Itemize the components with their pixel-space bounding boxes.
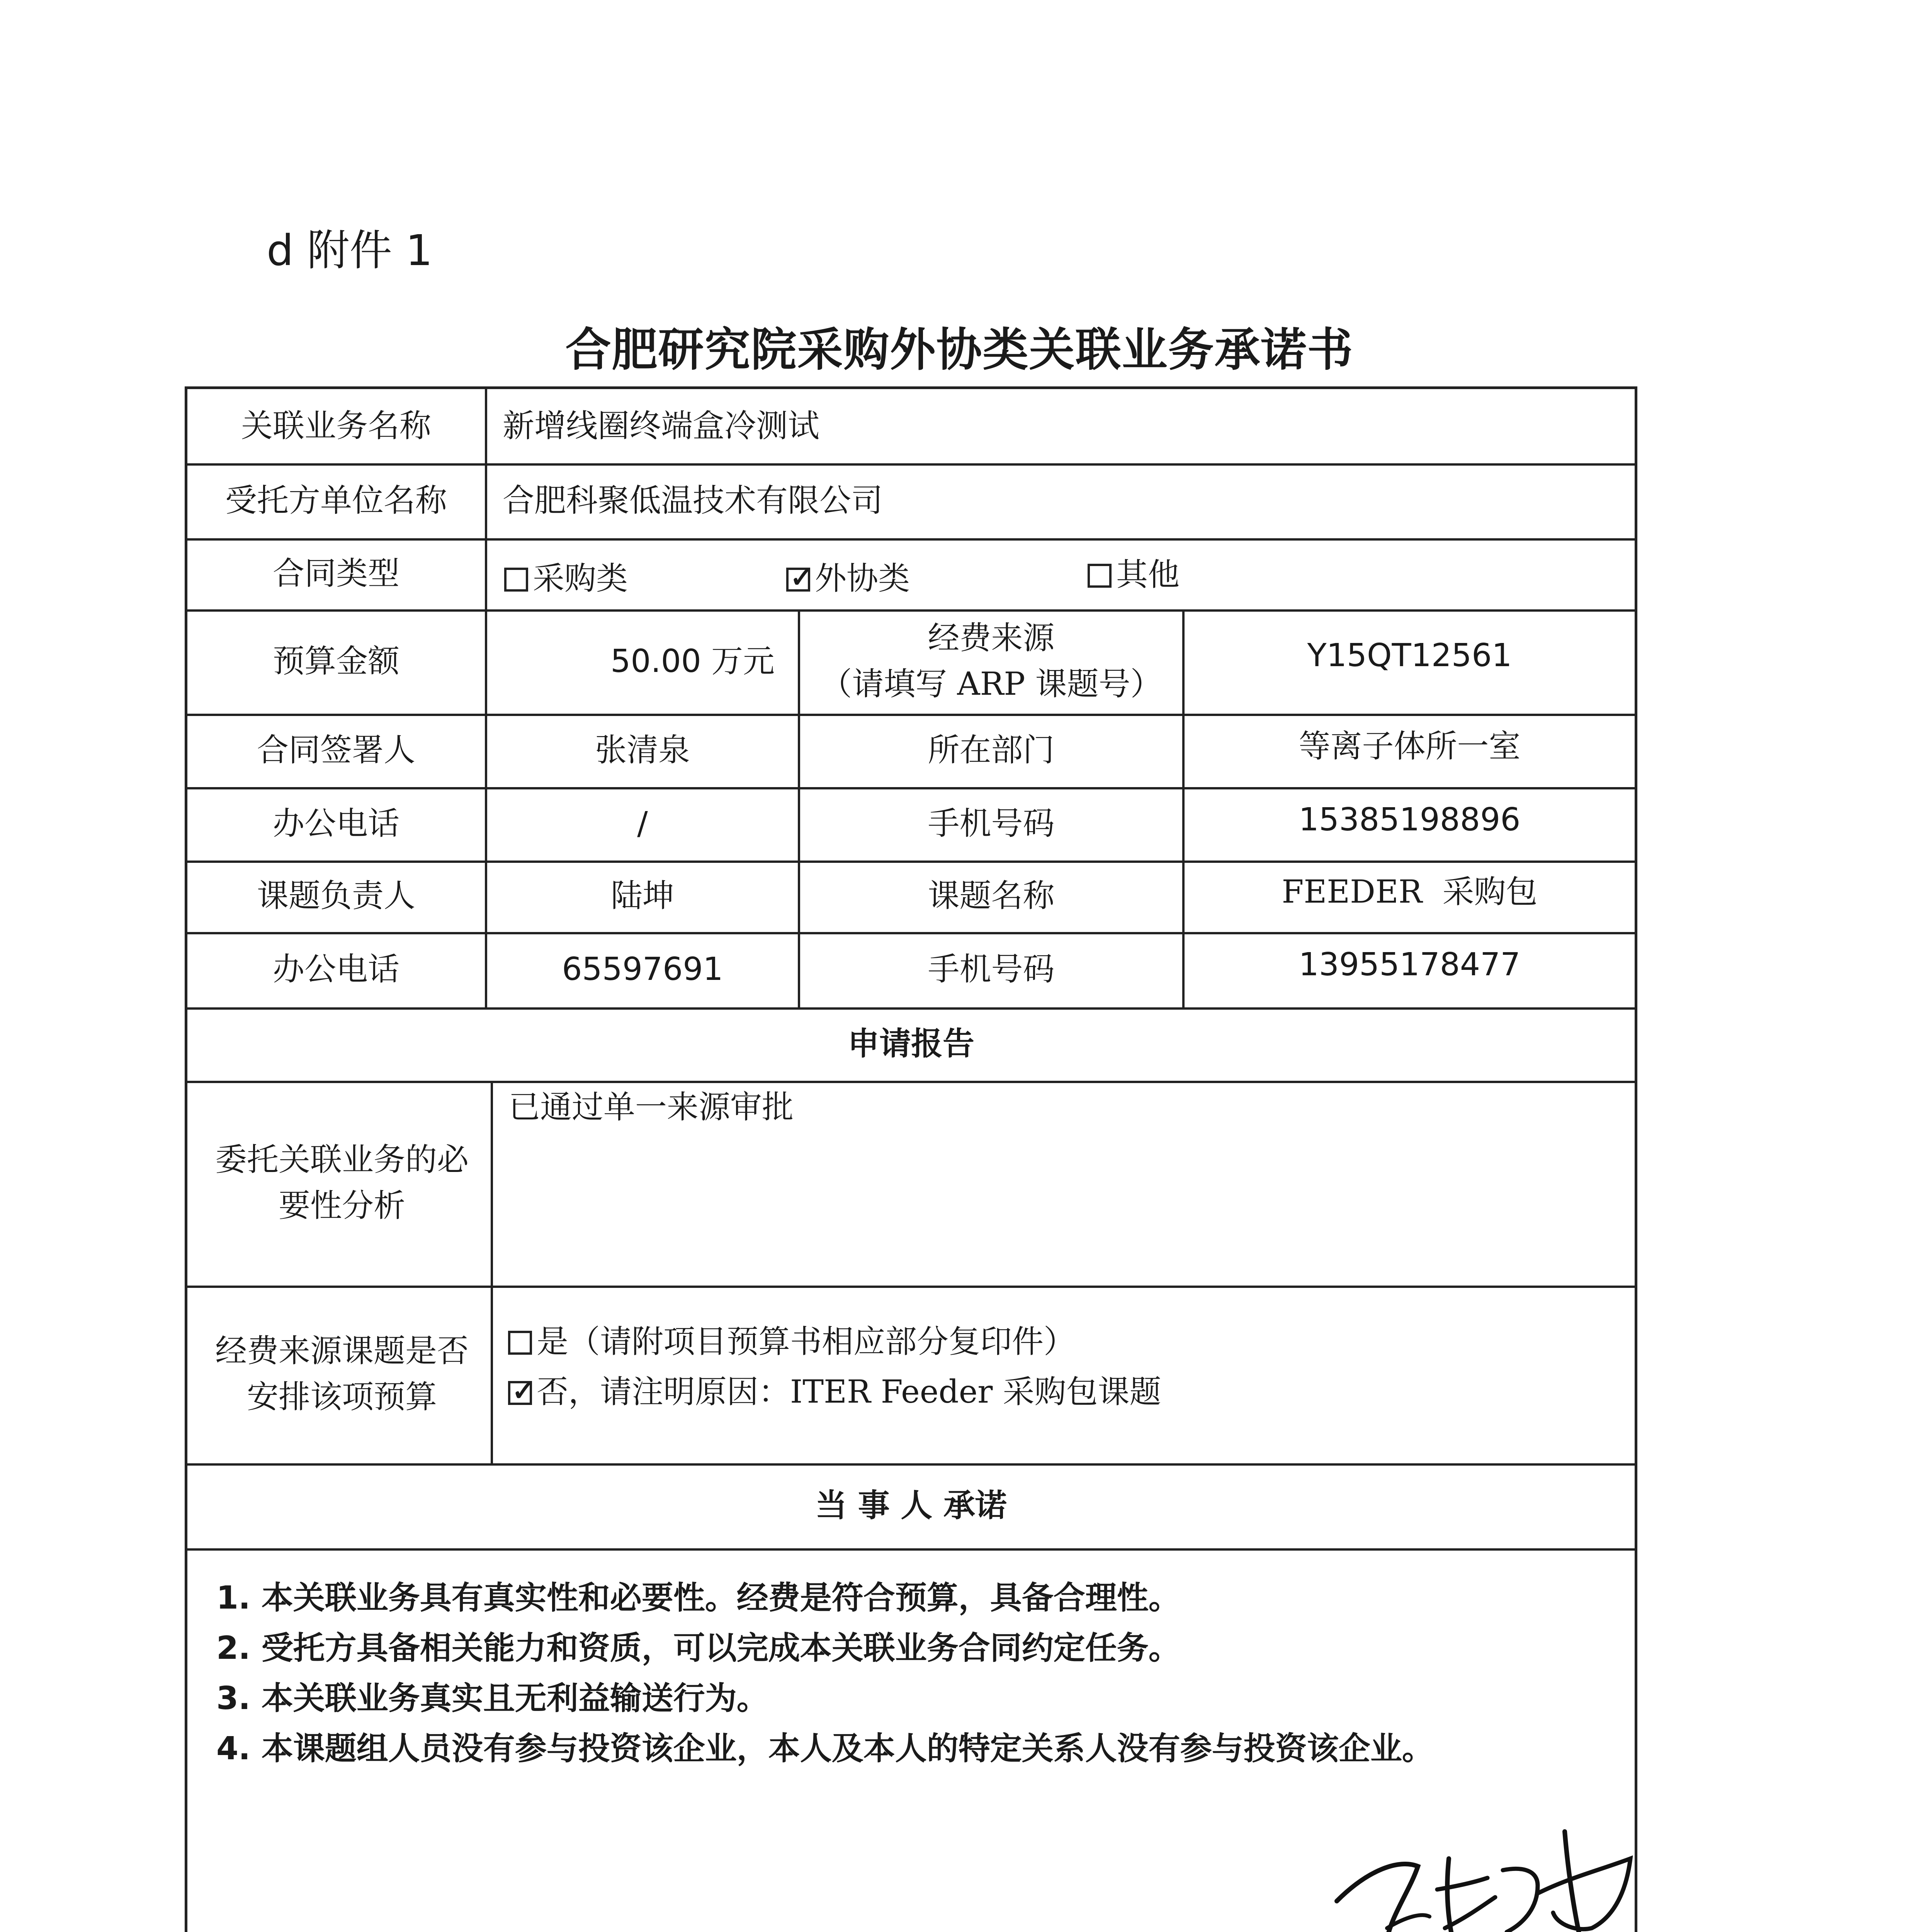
lead-mobile-value: 13955178477	[1299, 946, 1521, 983]
signer-mobile-value: 15385198896	[1299, 801, 1521, 838]
business-name-value: 新增线圈终端盒冷测试	[503, 407, 820, 444]
no-checkbox	[508, 1381, 532, 1405]
option-other: 其他	[1088, 549, 1180, 595]
fund-source-hint: （请填写 ARP 课题号）	[820, 666, 1162, 702]
project-lead-label: 课题负责人	[257, 878, 415, 915]
budget-question-label: 经费来源课题是否安排该项预算	[215, 1333, 469, 1415]
project-name-value: FEEDER 采购包	[1282, 874, 1538, 911]
signer-value: 张清泉	[595, 731, 690, 769]
budget-value: 50.00 万元	[610, 643, 775, 680]
outsourcing-checkbox	[786, 568, 810, 592]
project-name-label: 课题名称	[928, 878, 1055, 915]
project-lead-value: 陆坤	[610, 878, 674, 915]
contract-type-label: 合同类型	[272, 555, 399, 592]
option-purchase: 采购类	[504, 553, 628, 599]
entrusted-unit-label: 受托方单位名称	[225, 482, 447, 519]
other-checkbox	[1088, 564, 1112, 588]
commitment-item-2: 2. 受托方具备相关能力和资质，可以完成本关联业务合同约定任务。	[216, 1630, 1180, 1667]
purchase-checkbox	[504, 568, 528, 592]
business-name-label: 关联业务名称	[241, 407, 431, 444]
department-label: 所在部门	[928, 731, 1055, 769]
fund-source-label: 经费来源	[928, 620, 1055, 657]
budget-label: 预算金额	[272, 643, 399, 680]
necessity-label: 委托关联业务的必要性分析	[215, 1141, 469, 1224]
attachment-label: d 附件 1	[267, 226, 433, 275]
yes-checkbox	[508, 1331, 532, 1355]
commitment-item-3: 3. 本关联业务真实且无利益输送行为。	[216, 1680, 768, 1717]
commitment-heading: 当 事 人 承诺	[815, 1487, 1007, 1524]
fund-source-cell	[800, 609, 1182, 714]
signer-mobile-label: 手机号码	[928, 805, 1055, 842]
commitment-item-1: 1. 本关联业务具有真实性和必要性。经费是符合预算，具备合理性。	[216, 1580, 1180, 1616]
budget-option-yes: 是（请附项目预算书相应部分复印件）	[508, 1316, 1075, 1362]
lead-mobile-label: 手机号码	[928, 951, 1055, 988]
lead-office-phone-label: 办公电话	[272, 951, 399, 988]
budget-option-no: ✓否，请注明原因：ITER Feeder 采购包课题	[508, 1367, 1161, 1412]
signer-office-phone-label: 办公电话	[272, 805, 399, 842]
department-value: 等离子体所一室	[1299, 728, 1521, 765]
option-outsourcing: ✓ 外协类	[786, 553, 910, 599]
commitment-item-4: 4. 本课题组人员没有参与投资该企业，本人及本人的特定关系人没有参与投资该企业。	[216, 1730, 1434, 1767]
handwritten-signature	[1321, 1801, 1669, 1932]
fund-source-value: Y15QT12561	[1307, 637, 1512, 674]
necessity-value: 已通过单一来源审批	[508, 1089, 794, 1126]
signer-label: 合同签署人	[257, 731, 415, 769]
document-title: 合肥研究院采购外协类关联业务承诺书	[565, 323, 1354, 376]
signer-office-phone-value: /	[637, 805, 648, 842]
entrusted-unit-value: 合肥科聚低温技术有限公司	[503, 482, 883, 519]
application-report-heading: 申请报告	[847, 1025, 974, 1062]
lead-office-phone-value: 65597691	[562, 951, 723, 988]
